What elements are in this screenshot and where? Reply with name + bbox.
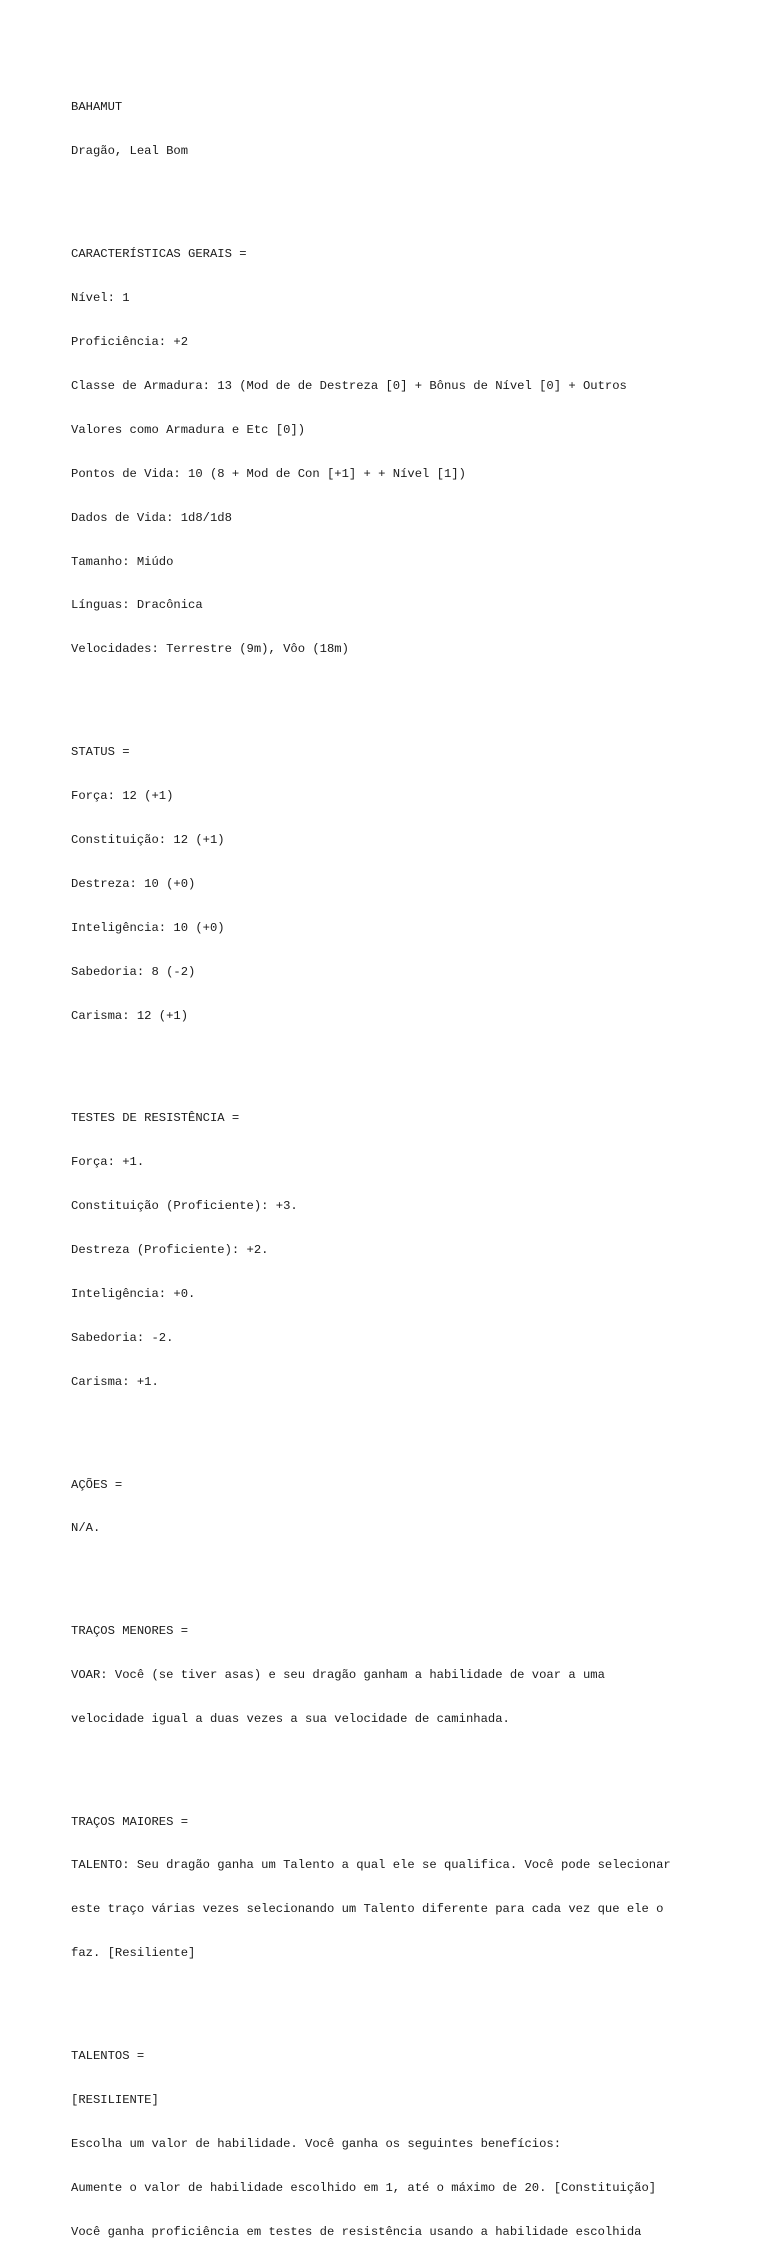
section-heading-acoes: AÇÕES = xyxy=(71,1477,123,1492)
caracteristica-line: Tamanho: Miúdo xyxy=(71,554,174,569)
section-heading-talentos: TALENTOS = xyxy=(71,2048,145,2063)
creature-name: BAHAMUT xyxy=(71,100,123,115)
traco-maior-line: este traço várias vezes selecionando um Talento diferente para cada vez que ele o xyxy=(71,1902,664,1917)
status-line: Carisma: 12 (+1) xyxy=(71,1008,189,1023)
status-line: Constituição: 12 (+1) xyxy=(71,832,225,847)
section-heading-tracos-maiores: TRAÇOS MAIORES = xyxy=(71,1814,189,1829)
teste-line: Constituição (Proficiente): +3. xyxy=(71,1199,298,1214)
talento-line: Aumente o valor de habilidade escolhido em 1, até o máximo de 20. [Constituição] xyxy=(71,2180,657,2195)
section-heading-caracteristicas: CARACTERÍSTICAS GERAIS = xyxy=(71,246,247,261)
traco-menor-line: VOAR: Você (se tiver asas) e seu dragão ganham a habilidade de voar a uma xyxy=(71,1668,605,1682)
section-heading-status: STATUS = xyxy=(71,744,130,759)
teste-line: Força: +1. xyxy=(71,1155,145,1170)
teste-line: Sabedoria: -2. xyxy=(71,1331,174,1346)
section-heading-testes: TESTES DE RESISTÊNCIA = xyxy=(71,1111,240,1126)
talento-line: Você ganha proficiência em testes de resistência usando a habilidade escolhida xyxy=(71,2224,642,2239)
traco-menor-line: velocidade igual a duas vezes a sua velocidade de caminhada. xyxy=(71,1711,510,1726)
status-line: Força: 12 (+1) xyxy=(71,788,174,803)
acao-line: N/A. xyxy=(71,1521,101,1536)
caracteristica-line: Línguas: Dracônica xyxy=(71,598,203,613)
section-heading-tracos-menores: TRAÇOS MENORES = xyxy=(71,1624,189,1639)
caracteristica-line: Pontos de Vida: 10 (8 + Mod de Con [+1] + + Nível [1]) xyxy=(71,466,466,481)
teste-line: Destreza (Proficiente): +2. xyxy=(71,1243,269,1258)
caracteristica-line: Proficiência: +2 xyxy=(71,334,189,349)
creature-subtitle: Dragão, Leal Bom xyxy=(71,144,189,159)
talento-line: Escolha um valor de habilidade. Você ganha os seguintes benefícios: xyxy=(71,2136,562,2151)
teste-line: Inteligência: +0. xyxy=(71,1287,196,1302)
caracteristica-line: Nível: 1 xyxy=(71,290,130,305)
talento-line: [RESILIENTE] xyxy=(71,2092,159,2107)
traco-maior-line: TALENTO: Seu dragão ganha um Talento a qual ele se qualifica. Você pode selecionar xyxy=(71,1858,671,1873)
caracteristica-line: Dados de Vida: 1d8/1d8 xyxy=(71,510,232,525)
status-line: Inteligência: 10 (+0) xyxy=(71,920,225,935)
traco-maior-line: faz. [Resiliente] xyxy=(71,1946,196,1961)
teste-line: Carisma: +1. xyxy=(71,1374,159,1389)
status-line: Sabedoria: 8 (-2) xyxy=(71,964,196,979)
document-page xyxy=(71,71,751,2254)
caracteristica-line: Classe de Armadura: 13 (Mod de de Destreza [0] + Bônus de Nível [0] + Outros xyxy=(71,378,627,393)
caracteristica-line: Velocidades: Terrestre (9m), Vôo (18m) xyxy=(71,642,349,657)
status-line: Destreza: 10 (+0) xyxy=(71,876,196,891)
caracteristica-line: Valores como Armadura e Etc [0]) xyxy=(71,422,306,437)
